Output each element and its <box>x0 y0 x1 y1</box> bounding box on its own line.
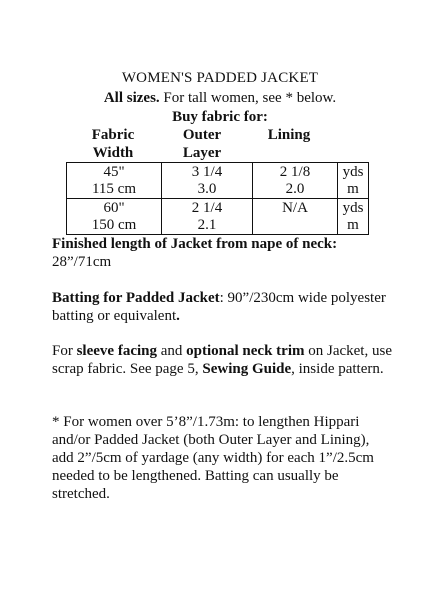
unit-imperial: yds <box>342 163 364 180</box>
all-sizes-line <box>0 90 440 107</box>
batting-period: . <box>176 308 180 324</box>
neck-trim-term: optional neck trim <box>186 343 305 359</box>
finished-length-paragraph <box>52 235 392 271</box>
lining-cell <box>253 163 338 199</box>
sleeve-text-2: and <box>156 343 187 359</box>
width-cell <box>67 199 162 235</box>
batting-text: : 90”/230cm wide polyester batting or equivalent <box>52 290 386 324</box>
outer-layer-header <box>172 126 232 162</box>
all-sizes-note: For tall women, see * below. <box>159 90 337 106</box>
fabric-width-header-line1: Fabric <box>91 127 135 143</box>
outer-imperial: 2 1/4 <box>191 199 223 216</box>
table-row <box>67 199 369 235</box>
outer-imperial: 3 1/4 <box>191 163 223 180</box>
outer-cell <box>162 163 253 199</box>
width-imperial: 60" <box>103 199 125 216</box>
outer-metric: 3.0 <box>197 180 217 197</box>
outer-layer-header-line2: Layer <box>182 145 222 161</box>
sleeve-text-1: For <box>52 343 77 359</box>
fabric-width-header-line2: Width <box>92 145 134 161</box>
sleeve-text-3: on Jacket, use scrap fabric. See page 5, <box>52 343 392 377</box>
width-imperial: 45" <box>103 163 125 180</box>
sleeve-text-4: , inside pattern. <box>291 361 384 377</box>
lining-metric: 2.0 <box>285 180 305 197</box>
lining-cell <box>253 199 338 235</box>
lining-metric <box>253 217 337 234</box>
lining-header: Lining <box>267 127 311 143</box>
finished-length-label: Finished length of Jacket from nape of neck: <box>52 236 338 252</box>
tall-women-note: * For women over 5’8”/1.73m: to lengthen Hippari and/or Padded Jacket (both Outer Layer and Lining), add 2”/5cm of yardage (any width) for each 1”/2.5cm needed to be lengthened. Batting can usually be stretched. <box>52 414 374 502</box>
width-cell <box>67 163 162 199</box>
finished-length-value: 28”/71cm <box>52 254 112 270</box>
unit-imperial: yds <box>342 199 364 216</box>
width-metric: 115 cm <box>91 180 137 197</box>
outer-metric: 2.1 <box>197 216 217 233</box>
table-row <box>67 163 369 199</box>
outer-layer-header-line1: Outer <box>182 127 222 143</box>
lining-imperial: 2 1/8 <box>279 163 311 180</box>
unit-metric: m <box>347 216 359 233</box>
fabric-table <box>66 162 369 235</box>
page-title: WOMEN'S PADDED JACKET <box>121 70 319 86</box>
sleeve-facing-term: sleeve facing <box>76 343 157 359</box>
batting-paragraph <box>52 289 392 325</box>
sleeve-facing-paragraph <box>52 342 392 378</box>
all-sizes-label: All sizes. <box>103 90 160 106</box>
fabric-width-header <box>78 126 148 162</box>
buy-fabric-heading: Buy fabric for: <box>172 109 268 125</box>
unit-cell <box>338 163 369 199</box>
unit-metric: m <box>347 180 359 197</box>
width-metric: 150 cm <box>91 216 137 233</box>
lining-imperial: N/A <box>282 199 308 216</box>
outer-cell <box>162 199 253 235</box>
sewing-guide-term: Sewing Guide <box>202 361 292 377</box>
batting-label: Batting for Padded Jacket <box>52 290 220 306</box>
unit-cell <box>338 199 369 235</box>
